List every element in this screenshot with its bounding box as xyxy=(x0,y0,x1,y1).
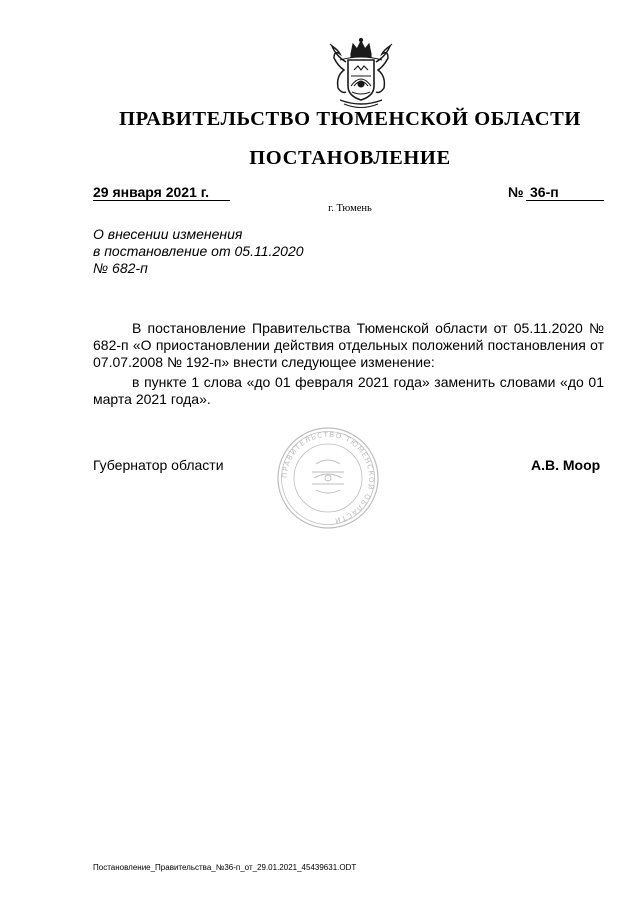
subject-line: № 682-п xyxy=(93,260,148,276)
signatory-role: Губернатор области xyxy=(93,457,224,473)
document-date: 29 января 2021 г. xyxy=(93,184,210,200)
city-label: г. Тюмень xyxy=(328,203,372,214)
subject-line: в постановление от 05.11.2020 xyxy=(93,243,304,259)
government-title: ПРАВИТЕЛЬСТВО ТЮМЕНСКОЙ ОБЛАСТИ xyxy=(119,108,581,130)
document-body xyxy=(93,320,604,408)
document-subject xyxy=(93,226,304,277)
body-paragraph: В постановление Правительства Тюменской области от 05.11.2020 № 682-п «О приостановлении действия отдельных положений постановления от 07.07.2008 № 192-п» внести следующее изменение: xyxy=(93,320,604,370)
subject-line: О внесении изменения xyxy=(93,226,243,242)
document-number: 36-п xyxy=(530,184,559,200)
document-type: ПОСТАНОВЛЕНИЕ xyxy=(249,147,451,169)
number-underline xyxy=(526,200,604,201)
signatory-name: А.В. Моор xyxy=(531,457,601,473)
footer-filename: Постановление_Правительства_№36-п_от_29.01.2021_45439631.ODT xyxy=(93,863,357,872)
coat-of-arms-icon xyxy=(318,36,404,112)
official-seal-stamp xyxy=(276,426,380,530)
body-paragraph: в пункте 1 слова «до 01 февраля 2021 года» заменить словами «до 01 марта 2021 года». xyxy=(93,374,604,407)
seal-ring-text: ПРАВИТЕЛЬСТВО ТЮМЕНСКОЙ ОБЛАСТИ xyxy=(280,430,376,525)
date-underline xyxy=(93,200,230,201)
number-sign: № xyxy=(508,184,524,200)
